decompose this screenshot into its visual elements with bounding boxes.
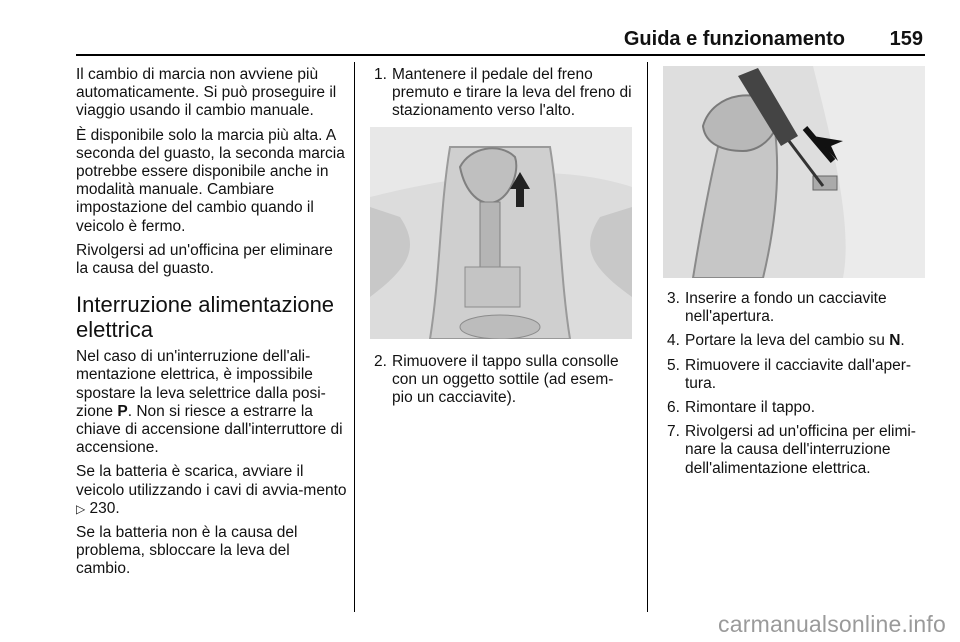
cross-reference-icon: ▷ <box>76 501 86 516</box>
page-reference[interactable]: 230 <box>89 499 116 517</box>
page-header <box>76 26 925 56</box>
step-2: 2. Rimuovere il tappo sulla consolle con un oggetto sottile (ad esem-pio un cacciavite). <box>374 352 619 407</box>
step-4: 4. Portare la leva del cambio su N. <box>667 332 905 350</box>
paragraph-fallback-manual: Il cambio di marcia non avviene più automaticamente. Si può proseguire il viaggio usando il cambio manuale. <box>76 66 337 120</box>
watermark: carmanualsonline.info <box>718 611 946 637</box>
screwdriver-illustration <box>663 66 925 278</box>
step-7: 7. Rivolgersi ad un'officina per elimi-nare la causa dell'interruzione dell'alimentazione elettrica. <box>667 423 916 477</box>
page-number: 159 <box>889 28 923 50</box>
paragraph-workshop: Rivolgersi ad un'officina per eliminare la causa del guasto. <box>76 241 333 278</box>
column-divider-1 <box>354 62 355 612</box>
step-1: 1. Mantenere il pedale del freno premuto e tirare la leva del freno di stazionamento verso l'alto. <box>374 66 632 120</box>
step-5: 5. Rimuovere il cacciavite dall'aper-tura. <box>667 356 912 392</box>
gear-p-label: P <box>117 402 128 420</box>
column-2 <box>370 66 632 413</box>
console-illustration <box>370 127 632 339</box>
section-heading: Interruzione alimentazione elettrica <box>76 292 335 343</box>
paragraph-power-interruption: Nel caso di un'interruzione dell'ali-mentazione elettrica, è impossibile spostare la leva selettrice dalla posi-zione P. Non si riesce a estrarre la chiave di accensione dall'interruttore di accensione. <box>76 348 343 457</box>
gear-n-label: N <box>889 332 901 350</box>
column-divider-2 <box>647 62 648 612</box>
paragraph-unlock-lever: Se la batteria non è la causa del problema, sbloccare la leva del cambio. <box>76 524 298 578</box>
paragraph-highest-gear: È disponibile solo la marcia più alta. A seconda del guasto, la seconda marcia potrebbe essere disponibile anche in modalità manuale. Cambiare impostazione del cambio quando il veicolo è fermo. <box>76 126 345 235</box>
step-6: 6. Rimontare il tappo. <box>667 399 816 417</box>
column-1 <box>76 66 348 585</box>
column-3 <box>663 66 928 484</box>
section-title: Guida e funzionamento <box>623 28 845 50</box>
step-3: 3. Inserire a fondo un cacciavite nell'apertura. <box>667 290 887 326</box>
paragraph-jump-start: Se la batteria è scarica, avviare il veicolo utilizzando i cavi di avvia-mento ▷ 230. <box>76 463 347 517</box>
